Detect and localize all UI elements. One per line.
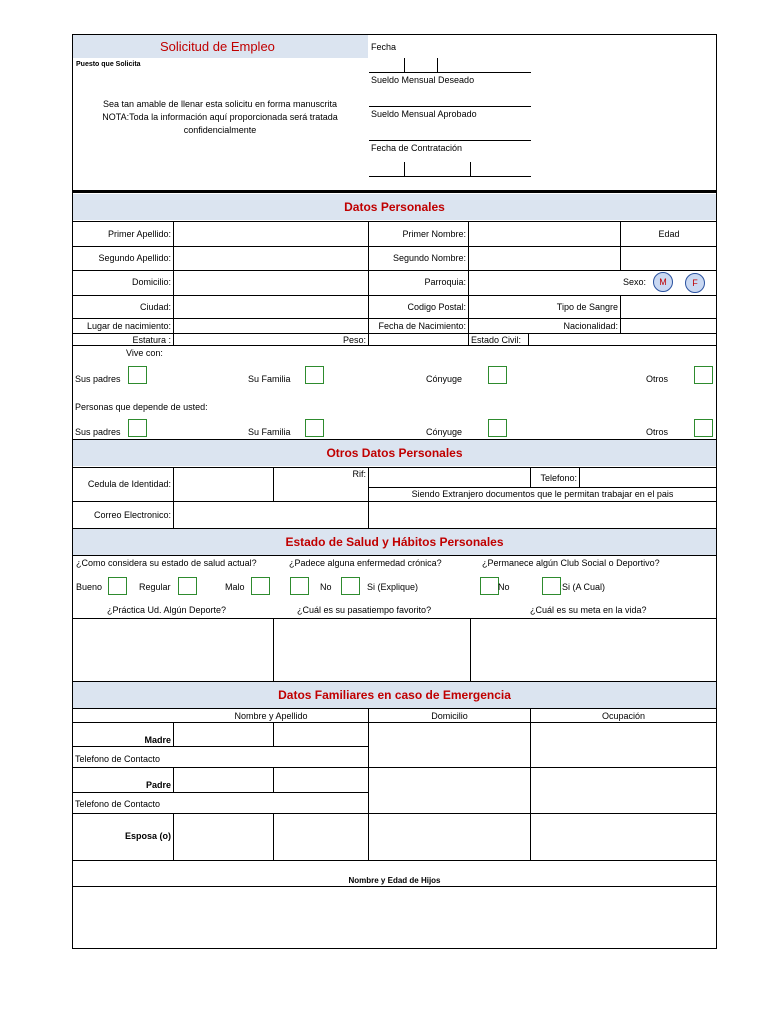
bueno-checkbox[interactable] xyxy=(108,577,127,595)
depende-padres-label: Sus padres xyxy=(75,427,121,437)
segundo-nombre-label: Segundo Nombre: xyxy=(392,253,466,263)
col-nombre-header: Nombre y Apellido xyxy=(234,711,308,721)
estatura-label: Estatura : xyxy=(132,335,171,345)
club-si-label: Si (A Cual) xyxy=(562,582,606,592)
primer-apellido-label: Primer Apellido: xyxy=(107,229,171,239)
salud-q4: ¿Práctica Ud. Algún Deporte? xyxy=(107,605,227,615)
salud-q2: ¿Padece alguna enfermedad crónica? xyxy=(289,558,442,568)
hijos-answer-area[interactable] xyxy=(74,887,715,947)
nacionalidad-label: Nacionalidad: xyxy=(563,321,618,331)
padre-label: Padre xyxy=(145,780,171,790)
vive-padres-checkbox[interactable] xyxy=(128,366,147,384)
depende-conyuge-label: Cónyuge xyxy=(426,427,463,437)
vive-con-label: Vive con: xyxy=(126,348,163,358)
codigo-postal-label: Codigo Postal: xyxy=(407,302,466,312)
parroquia-label: Parroquia: xyxy=(424,277,466,287)
form-title: Solicitud de Empleo xyxy=(160,39,275,54)
lugar-nacimiento-label: Lugar de nacimiento: xyxy=(86,321,171,331)
sueldo-aprobado-label: Sueldo Mensual Aprobado xyxy=(371,109,477,119)
pasatiempo-answer-area[interactable] xyxy=(274,619,469,680)
fecha-nacimiento-label: Fecha de Nacimiento: xyxy=(378,321,466,331)
regular-label: Regular xyxy=(139,582,171,592)
club-no-checkbox[interactable] xyxy=(480,577,499,595)
domicilio-label: Domicilio: xyxy=(131,277,171,287)
sexo-f-option[interactable]: F xyxy=(685,273,705,293)
correo-label: Correo Electronico: xyxy=(93,510,171,520)
depende-otros-checkbox[interactable] xyxy=(694,419,713,437)
deporte-answer-area[interactable] xyxy=(74,619,272,680)
meta-answer-area[interactable] xyxy=(471,619,715,680)
header-divider xyxy=(73,190,716,193)
primer-nombre-label: Primer Nombre: xyxy=(402,229,466,239)
col-domicilio-header: Domicilio xyxy=(431,711,468,721)
instructions-line3: confidencialmente xyxy=(183,125,257,135)
sexo-label: Sexo: xyxy=(623,277,647,287)
salud-q5: ¿Cuál es su pasatiempo favorito? xyxy=(297,605,432,615)
fecha-line[interactable] xyxy=(369,72,531,73)
club-si-checkbox[interactable] xyxy=(542,577,561,595)
salud-q1: ¿Como considera su estado de salud actual? xyxy=(76,558,257,568)
cedula-label: Cedula de Identidad: xyxy=(87,479,171,489)
salud-q3: ¿Permanece algún Club Social o Deportivo? xyxy=(482,558,660,568)
fecha-label: Fecha xyxy=(371,42,397,52)
vive-otros-checkbox[interactable] xyxy=(694,366,713,384)
instructions-line2: NOTA:Toda la información aquí proporcionada será tratada xyxy=(102,112,338,122)
otros-datos-title: Otros Datos Personales xyxy=(73,440,716,466)
club-no-label: No xyxy=(498,582,510,592)
segundo-apellido-label: Segundo Apellido: xyxy=(98,253,171,263)
peso-label: Peso: xyxy=(342,335,366,345)
fecha-contratacion-label: Fecha de Contratación xyxy=(371,143,463,153)
salud-title: Estado de Salud y Hábitos Personales xyxy=(73,529,716,555)
salud-q6: ¿Cuál es su meta en la vida? xyxy=(530,605,647,615)
depende-familia-label: Su Familia xyxy=(248,427,291,437)
malo-checkbox[interactable] xyxy=(251,577,270,595)
sueldo-deseado-label: Sueldo Mensual Deseado xyxy=(371,75,475,85)
vive-conyuge-label: Cónyuge xyxy=(426,374,463,384)
sueldo-aprobado-line[interactable] xyxy=(369,140,531,141)
regular-checkbox[interactable] xyxy=(178,577,197,595)
tipo-sangre-label: Tipo de Sangre xyxy=(556,302,618,312)
depende-conyuge-checkbox[interactable] xyxy=(488,419,507,437)
vive-familia-label: Su Familia xyxy=(248,374,291,384)
cronica-no-checkbox[interactable] xyxy=(290,577,309,595)
madre-label: Madre xyxy=(144,735,171,745)
depende-familia-checkbox[interactable] xyxy=(305,419,324,437)
hijos-header: Nombre y Edad de Hijos xyxy=(348,876,441,885)
estado-civil-label: Estado Civil: xyxy=(471,335,522,345)
depende-padres-checkbox[interactable] xyxy=(128,419,147,437)
rif-label: Rif: xyxy=(352,469,366,479)
esposa-label: Esposa (o) xyxy=(124,831,171,841)
bueno-label: Bueno xyxy=(76,582,103,592)
sueldo-deseado-line[interactable] xyxy=(369,106,531,107)
vive-conyuge-checkbox[interactable] xyxy=(488,366,507,384)
telefono-label: Telefono: xyxy=(540,473,577,483)
datos-personales-title: Datos Personales xyxy=(73,194,716,220)
puesto-label: Puesto que Solicita xyxy=(76,61,141,68)
col-ocupacion-header: Ocupación xyxy=(601,711,646,721)
sexo-m-option[interactable]: M xyxy=(653,272,673,292)
edad-label: Edad xyxy=(658,229,680,239)
depende-otros-label: Otros xyxy=(646,427,669,437)
depende-label: Personas que depende de usted: xyxy=(75,402,208,412)
cronica-si-label: Si (Explique) xyxy=(367,582,419,592)
cronica-si-checkbox[interactable] xyxy=(341,577,360,595)
malo-label: Malo xyxy=(225,582,245,592)
ciudad-label: Ciudad: xyxy=(139,302,171,312)
vive-padres-label: Sus padres xyxy=(75,374,121,384)
tel-contacto-madre-label: Telefono de Contacto xyxy=(75,754,161,764)
vive-familia-checkbox[interactable] xyxy=(305,366,324,384)
tel-contacto-padre-label: Telefono de Contacto xyxy=(75,799,161,809)
cronica-no-label: No xyxy=(320,582,332,592)
vive-otros-label: Otros xyxy=(646,374,669,384)
instructions-line1: Sea tan amable de llenar esta solicitu en forma manuscrita xyxy=(102,99,338,109)
extranjero-label: Siendo Extranjero documentos que le permitan trabajar en el pais xyxy=(411,489,674,499)
familiares-title: Datos Familiares en caso de Emergencia xyxy=(73,682,716,708)
fecha-contratacion-line[interactable] xyxy=(369,176,531,177)
